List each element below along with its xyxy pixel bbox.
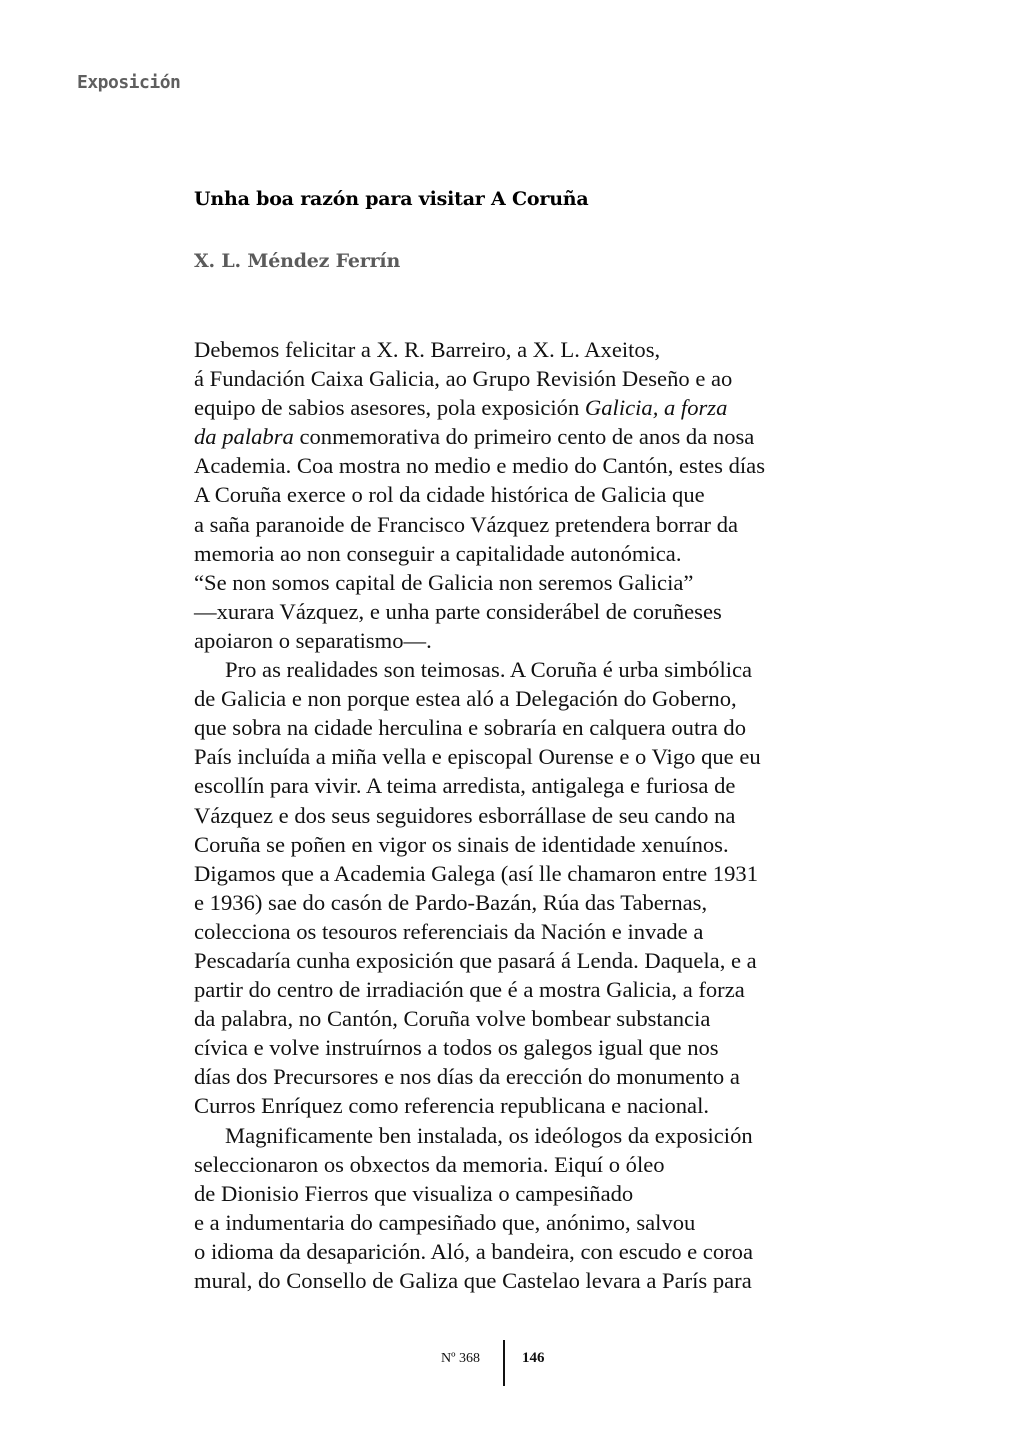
text-segment: días dos Precursores e nos días da erección do monumento a — [194, 1064, 740, 1090]
body-text-line — [194, 830, 844, 859]
footer-divider — [503, 1340, 505, 1386]
body-text-line — [194, 364, 844, 393]
body-text-line — [194, 655, 844, 684]
page-footer — [0, 1340, 1010, 1386]
text-segment: equipo de sabios asesores, pola exposición — [194, 395, 585, 421]
text-segment: —xurara Vázquez, e unha parte considerábel de coruñeses — [194, 598, 722, 624]
body-text-line — [194, 1208, 844, 1237]
body-text-line — [194, 480, 844, 509]
issue-number: Nº 368 — [441, 1351, 480, 1366]
text-segment: a saña paranoide de Francisco Vázquez pretendera borrar da — [194, 511, 739, 537]
body-text-line — [194, 539, 844, 568]
body-text-line — [194, 742, 844, 771]
body-text-line — [194, 888, 844, 917]
text-segment: Pescadaría cunha exposición que pasará á Lenda. Daquela, e a — [194, 947, 757, 973]
body-text-line — [194, 801, 844, 830]
italic-title-text: da palabra — [194, 424, 294, 450]
text-segment: Coruña se poñen en vigor os sinais de identidade xenuínos. — [194, 831, 729, 857]
article-body — [194, 335, 844, 1295]
section-label: Exposición — [77, 72, 181, 93]
body-text-line — [194, 393, 844, 422]
text-segment: Curros Enríquez como referencia republicana e nacional. — [194, 1093, 710, 1119]
body-text-line — [194, 975, 844, 1004]
text-segment: apoiaron o separatismo—. — [194, 627, 432, 653]
body-text-line — [194, 568, 844, 597]
body-text-line — [194, 451, 844, 480]
text-segment: o idioma da desaparición. Aló, a bandeira, con escudo e coroa — [194, 1238, 753, 1264]
text-segment: partir do centro de irradiación que é a mostra Galicia, a forza — [194, 977, 745, 1003]
body-text-line — [194, 1062, 844, 1091]
body-text-line — [194, 1033, 844, 1062]
text-segment: da palabra, no Cantón, Coruña volve bombear substancia — [194, 1006, 711, 1032]
text-segment: Vázquez e dos seus seguidores esborrállase de seu cando na — [194, 802, 736, 828]
text-segment: Pro as realidades son teimosas. A Coruña é urba simbólica — [225, 657, 753, 683]
body-text-line — [194, 1004, 844, 1033]
text-segment: escollín para vivir. A teima arredista, antigalega e furiosa de — [194, 773, 736, 799]
text-segment: País incluída a miña vella e episcopal Ourense e o Vigo que eu — [194, 744, 761, 770]
text-segment: “Se non somos capital de Galicia non seremos Galicia” — [194, 569, 694, 595]
page-number: 146 — [522, 1350, 545, 1366]
text-segment: seleccionaron os obxectos da memoria. Eiquí o óleo — [194, 1151, 665, 1177]
text-segment: de Galicia e non porque estea aló a Delegación do Goberno, — [194, 686, 737, 712]
body-text-line — [194, 1266, 844, 1295]
italic-title-text: Galicia, a forza — [584, 395, 728, 421]
text-segment: Digamos que a Academia Galega (así lle chamaron entre 1931 — [194, 860, 758, 886]
body-text-line — [194, 626, 844, 655]
body-text-line — [194, 510, 844, 539]
body-text-line — [194, 422, 844, 451]
text-segment: e a indumentaria do campesiñado que, anónimo, salvou — [194, 1209, 696, 1235]
text-segment: colecciona os tesouros referenciais da Nación e invade a — [194, 918, 704, 944]
text-segment: A Coruña exerce o rol da cidade histórica de Galicia que — [194, 482, 705, 508]
body-text-line — [194, 859, 844, 888]
body-text-line — [194, 684, 844, 713]
body-text-line — [194, 1237, 844, 1266]
body-text-line — [194, 1150, 844, 1179]
text-segment: á Fundación Caixa Galicia, ao Grupo Revisión Deseño e ao — [194, 366, 733, 392]
body-text-line — [194, 713, 844, 742]
body-text-line — [194, 335, 844, 364]
text-segment: Debemos felicitar a X. R. Barreiro, a X. L. Axeitos, — [194, 337, 661, 362]
text-segment: memoria ao non conseguir a capitalidade autonómica. — [194, 540, 682, 566]
body-text-line — [194, 917, 844, 946]
text-segment: cívica e volve instruírnos a todos os galegos igual que nos — [194, 1035, 719, 1061]
body-text-line — [194, 1091, 844, 1120]
text-segment: mural, do Consello de Galiza que Castelao levara a París para — [194, 1268, 752, 1293]
body-text-line — [194, 771, 844, 800]
body-text-line — [194, 946, 844, 975]
body-text-line — [194, 597, 844, 626]
text-segment: conmemorativa do primeiro cento de anos da nosa — [293, 424, 755, 450]
text-segment: que sobra na cidade herculina e sobraría en calquera outra do — [194, 715, 747, 741]
text-segment: Academia. Coa mostra no medio e medio do Cantón, estes días — [194, 453, 765, 479]
body-text-line — [194, 1121, 844, 1150]
article-author: X. L. Méndez Ferrín — [194, 250, 401, 272]
body-text-line — [194, 1179, 844, 1208]
text-segment: de Dionisio Fierros que visualiza o campesiñado — [194, 1180, 634, 1206]
text-segment: e 1936) sae do casón de Pardo-Bazán, Rúa das Tabernas, — [194, 889, 708, 915]
article-title: Unha boa razón para visitar A Coruña — [194, 188, 589, 210]
text-segment: Magnificamente ben instalada, os ideólogos da exposición — [225, 1122, 753, 1148]
